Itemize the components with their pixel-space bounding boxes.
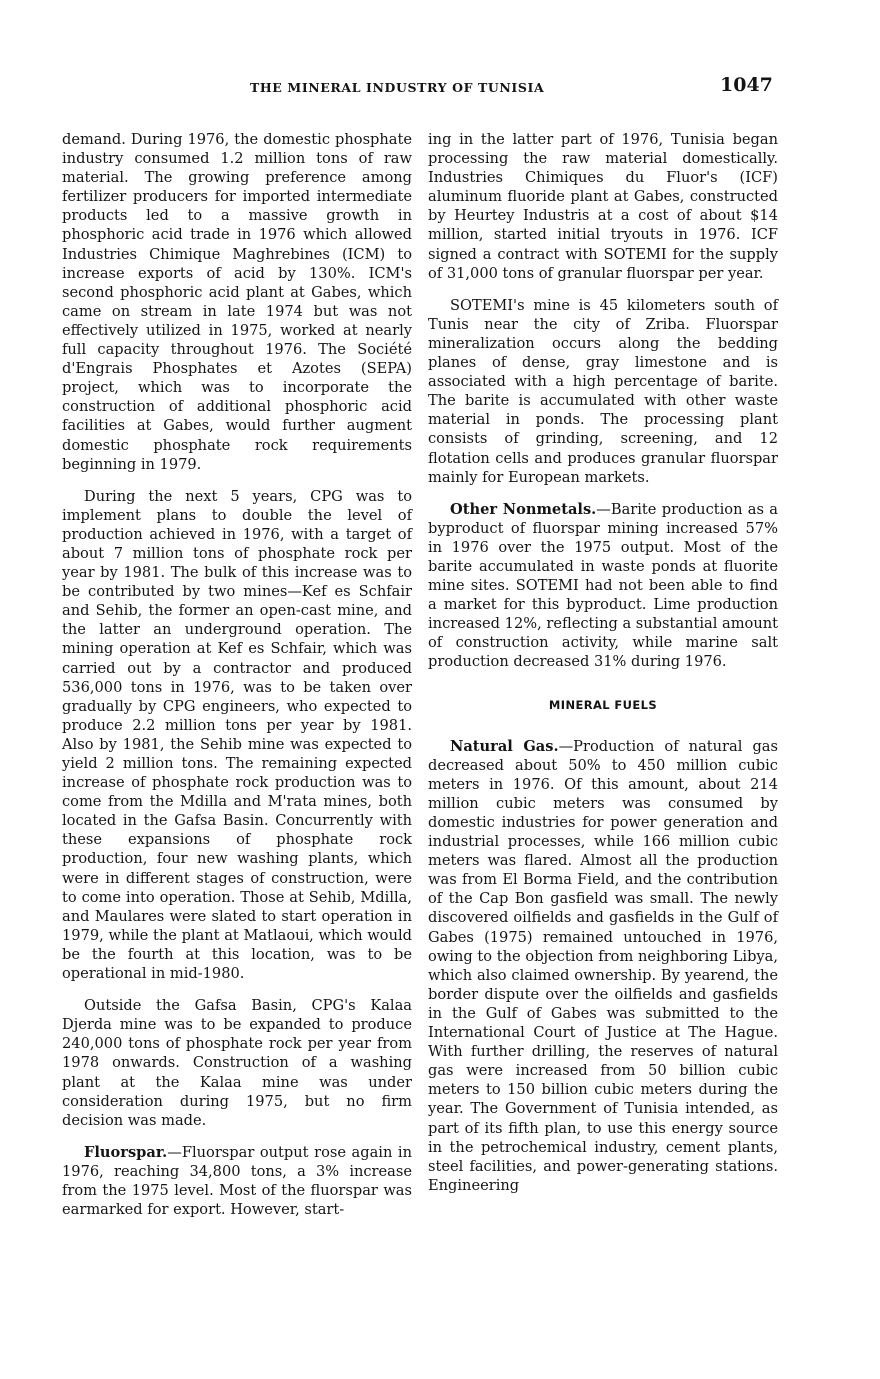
run-in-heading: Natural Gas.: [450, 737, 559, 755]
paragraph: Outside the Gafsa Basin, CPG's Kalaa Djerda mine was to be expanded to produce 240,000 tons of phosphate rock per year from 1978 onwards. Construction of a washing plant at the Kalaa mine was under consideration during 1975, but no firm decision was made.: [62, 997, 412, 1129]
paragraph-natural-gas: [428, 737, 778, 1195]
running-header-title: THE MINERAL INDUSTRY OF TUNISIA: [250, 80, 545, 95]
paragraph: During the next 5 years, CPG was to implement plans to double the level of production achieved in 1976, with a target of about 7 million tons of phosphate rock per year by 1981. The bulk of this increase was to be contributed by two mines—Kef es Schfair and Sehib, the former an open-cast mine, and the latter an underground operation. The mining operation at Kef es Schfair, which was carried out by a contractor and produced 536,000 tons in 1976, was to be taken over gradually by CPG engineers, who expected to produce 2.2 million tons per year by 1981. Also by 1981, the Sehib mine was expected to yield 2 million tons. The remaining expected increase of phosphate rock production was to come from the Mdilla and M'rata mines, both located in the Gafsa Basin. Concurrently with these expansions of phosphate rock production, four new washing plants, which were in different stages of construction, were to come into operation. Those at Sehib, Mdilla, and Maulares were slated to start operation in 1979, while the plant at Matlaoui, which would be the fourth at this location, was to be operational in mid-1980.: [62, 487, 412, 983]
section-heading: MINERAL FUELS: [548, 697, 658, 712]
left-column: [62, 130, 412, 1232]
paragraph-other-nonmetals: [428, 500, 778, 672]
paragraph-body: —Production of natural gas decreased about 50% to 450 million cubic meters in 1976. Of this amount, about 214 million cubic meters was consumed by domestic industries for power generation and industrial processes, while 166 million cubic meters was flared. Almost all the production was from El Borma Field, and the contribution of the Cap Bon gasfield was small. The newly discovered oilfields and gasfields in the Gulf of Gabes (1975) remained untouched in 1976, owing to the objection from neighboring Libya, which also claimed ownership. By yearend, the border dispute over the oilfields and gasfields in the Gulf of Gabes was submitted to the International Court of Justice at The Hague. With further drilling, the reserves of natural gas were increased from 50 billion cubic meters to 150 billion cubic meters during the year. The Government of Tunisia intended, as part of its fifth plan, to use this energy source in the petrochemical industry, cement plants, steel facilities, and power-generating stations. Engineering: [428, 737, 778, 1194]
run-in-heading: Other Nonmetals.: [450, 500, 597, 518]
right-column: [428, 130, 778, 1208]
paragraph-body: —Fluorspar output rose again in 1976, reaching 34,800 tons, a 3% increase from the 1975 level. Most of the fluorspar was earmarked for export. However, start-: [62, 1143, 412, 1219]
paragraph: ing in the latter part of 1976, Tunisia began processing the raw material domestically. Industries Chimiques du Fluor's (ICF) aluminum fluoride plant at Gabes, constructed by Heurtey Industris at a cost of about $14 million, started initial tryouts in 1976. ICF signed a contract with SOTEMI for the supply of 31,000 tons of granular fluorspar per year.: [428, 131, 778, 282]
paragraph-fluorspar: [62, 1143, 412, 1219]
paragraph: demand. During 1976, the domestic phosphate industry consumed 1.2 million tons of raw material. The growing preference among fertilizer producers for imported intermediate products led to a massive growth in phosphoric acid trade in 1976 which allowed Industries Chimique Maghrebines (ICM) to increase exports of acid by 130%. ICM's second phosphoric acid plant at Gabes, which came on stream in late 1974 but was not effectively utilized in 1975, worked at nearly full capacity throughout 1976. The Société d'Engrais Phosphates et Azotes (SEPA) project, which was to incorporate the construction of additional phosphoric acid facilities at Gabes, would further augment domestic phosphate rock requirements beginning in 1979.: [62, 131, 412, 473]
page-number: 1047: [720, 74, 773, 96]
paragraph: SOTEMI's mine is 45 kilometers south of Tunis near the city of Zriba. Fluorspar mineralization occurs along the bedding planes of dense, gray limestone and is associated with a high percentage of barite. The barite is accumulated with other waste material in ponds. The processing plant consists of grinding, screening, and 12 flotation cells and produces granular fluorspar mainly for European markets.: [428, 296, 778, 486]
run-in-heading: Fluorspar.: [84, 1143, 168, 1161]
paragraph-body: —Barite production as a byproduct of fluorspar mining increased 57% in 1976 over the 1975 output. Most of the barite accumulated in waste ponds at fluorite mine sites. SOTEMI had not been able to find a market for this byproduct. Lime production increased 12%, reflecting a substantial amount of construction activity, while marine salt production decreased 31% during 1976.: [428, 500, 778, 671]
